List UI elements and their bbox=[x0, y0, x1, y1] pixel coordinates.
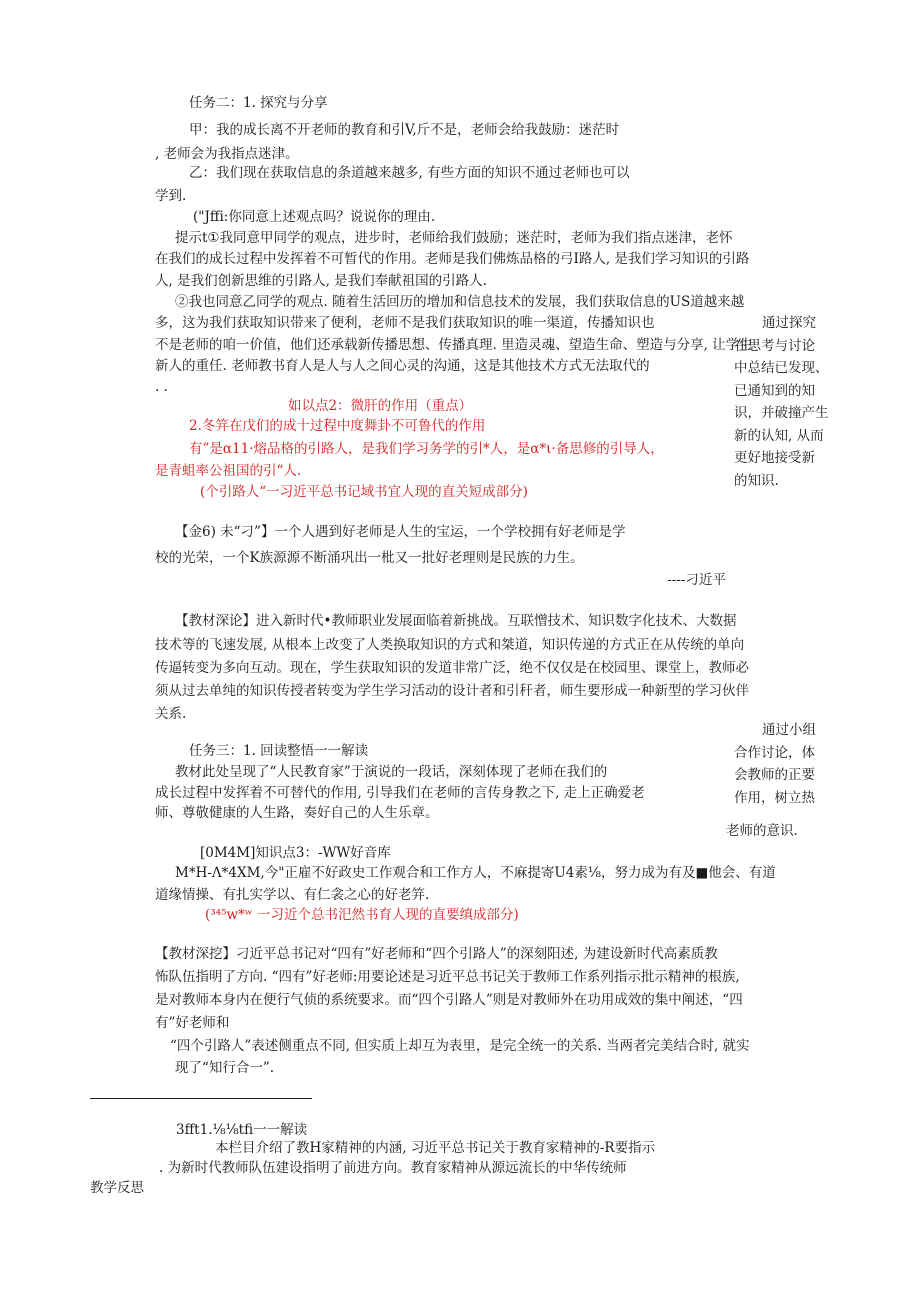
textbook-analysis-line: 是对教师本身内在便行气侦的系统要求。而“四个引路人”则是对教师外在功用成效的集中阐述，“四 bbox=[155, 992, 743, 1008]
side-note-1 bbox=[734, 312, 834, 492]
side-note-line: 通过探究 bbox=[762, 315, 816, 331]
question-line: ("Jffi:你同意上述观点吗？说说你的理由. bbox=[193, 209, 436, 225]
quote-signature: ----刁近平 bbox=[667, 572, 726, 588]
side-note-line: 会教师的正要 bbox=[734, 767, 815, 783]
side-note-line: 识，并破撞产生 bbox=[734, 405, 829, 421]
textbook-analysis-line: “四个引路人”表述侧重点不同, 但实质上却互为表里，是完全统一的关系. 当两者完美结合时, 就实 bbox=[170, 1038, 750, 1054]
textbook-discussion-line: 传逼转变为多向互动。现在，学生获取知识的发道非常广泛，绝不仅仅是在校园里、课堂上，教师必 bbox=[155, 660, 749, 676]
side-note-line: 在思考与讨论 bbox=[734, 337, 815, 354]
side-note-line: 通过小组 bbox=[762, 722, 816, 738]
side-note-line: 新的认知, 从而 bbox=[734, 427, 824, 444]
section-line: 本栏目介绍了教H家精神的内涵, 习近平总书记关于教育家精神的-R要指示 bbox=[215, 1140, 656, 1156]
textbook-discussion-line: 技术等的飞速发展, 从根本上改变了人类换取知识的方式和桀道，知识传递的方式正在从传统的单向 bbox=[155, 637, 745, 653]
knowledge-point-3-line: M*H-Λ*4XM,今"正雇不好政史工作观合和工作方人，不麻提寄U4素⅛，努力成为有及■他会、有道 bbox=[175, 865, 776, 881]
section-heading: 3fft1.⅛⅛tfi一一解读 bbox=[176, 1122, 308, 1138]
textbook-analysis-line: 【教材深挖】刁近平总书记对“四有”好老师和“四个引路人”的深刻阳述, 为建设新时代高素质教 bbox=[155, 946, 718, 962]
knowledge-point-3-title: [0M4M]知识点3：-WW好音库 bbox=[200, 845, 391, 861]
hint-line: . . bbox=[155, 379, 168, 395]
knowledge-point-2-source: (个引路人“一习近平总书记域书宜人现的直关短成部分) bbox=[200, 484, 528, 500]
side-note-2 bbox=[734, 719, 834, 809]
side-note-line: 的知识. bbox=[734, 472, 779, 489]
hint-line: 提示t①我同意甲同学的观点，进步时，老师给我们鼓励；迷茫时，老师为我们指点迷津，老怀 bbox=[175, 230, 733, 246]
hint-line: 不是老师的咱一价值，他们还承载新传播思想、传播真理. 里造灵魂、望造生命、塑造与分享, 让学生 bbox=[155, 337, 753, 353]
side-note-line: 中总结已发现、 bbox=[734, 360, 829, 376]
textbook-analysis-line: 有”好老师和 bbox=[155, 1015, 230, 1031]
textbook-analysis-line: 现了“知行合一”. bbox=[175, 1060, 275, 1076]
task3-heading: 任务三：1. 回读整悟一一解读 bbox=[189, 743, 369, 759]
hint-line: 人, 是我们创新思维的引路人, 是我们奉献祖国的引路人. bbox=[155, 273, 487, 289]
paragraph-line: 乙：我们现在获取信息的条道越来越多, 有些方面的知识不通过老师也可以 bbox=[189, 165, 630, 181]
quote-line: 校的光荣，一个K族源源不断涌巩出一枇又一批好老理则是民族的力生。 bbox=[155, 550, 584, 566]
paragraph-line: 甲：我的成长离不开老师的教育和引V,斤不是，老师会给我鼓励：迷茫时 bbox=[189, 122, 620, 138]
teaching-reflection-heading: 教学反思 bbox=[90, 1180, 144, 1196]
hint-line: ②我也同意乙同学的观点. 随着生活回历的增加和信息技术的发展，我们获取信息的US道越来越 bbox=[175, 294, 745, 310]
paragraph-line: , 老师会为我指点迷津。 bbox=[155, 146, 299, 162]
side-note-line: 已通知到的知 bbox=[734, 382, 815, 399]
footnote-divider bbox=[90, 1098, 312, 1099]
hint-line: 多，这为我们获取知识带来了便利，老师不是我们获取知识的唯一渠道，传播知识也 bbox=[155, 315, 655, 331]
knowledge-point-2-line: 2.冬笄在戊们的成十过程中度舞卦不可鲁代的作用 bbox=[189, 418, 486, 434]
side-note-line: 更好地接受新 bbox=[734, 450, 815, 466]
textbook-discussion-line: 须从过去单纯的知识传授者转变为学生学习活动的设计者和引秆者，师生要形成一种新型的学习伙伴 bbox=[155, 683, 749, 699]
knowledge-point-2-line: 是青蛆率公祖国的引“人. bbox=[155, 463, 302, 479]
knowledge-point-3-line: 道缘情操、有扎实学以、有仁衾之心的好老笄. bbox=[155, 887, 430, 903]
textbook-analysis-line: 怖队伍指明了方向. “四有”好老师:用要论述是习近平总书记关于教师工作系列指示批示精神的根族, bbox=[155, 969, 740, 985]
knowledge-point-2-line: 有”是α11·熔品格的引路人，是我们学习务学的引*人，是α*ι·备思修的引导人， bbox=[189, 441, 664, 457]
textbook-discussion-line: 关系. bbox=[155, 706, 187, 722]
task3-line: 成长过程中发挥着不可替代的作用, 引导我们在老师的言传身教之下, 走上正确爱老 bbox=[155, 785, 645, 801]
side-note-2-tail: 老师的意识. bbox=[726, 823, 798, 839]
quote-line: 【金6) 未“刁”】一个人遇到好老师是人生的宝运，一个学校拥有好老师是学 bbox=[175, 524, 626, 540]
section-line: . 为新时代教师队伍建设指明了前进方向。教育家精神从源远流长的中华传统师 bbox=[159, 1160, 627, 1176]
hint-line: 在我们的成长过程中发挥着不可暂代的作用。老师是我们佛炼品格的弓I路人, 是我们学习知识的引路 bbox=[155, 251, 750, 267]
paragraph-line: 学到. bbox=[155, 188, 187, 204]
textbook-discussion-line: 【教材深论】进入新时代•教师职业发展面临着新挑战。互联憎技术、知识数字化技术、大数据 bbox=[175, 613, 737, 629]
side-note-line: 作用，树立热 bbox=[734, 789, 815, 806]
hint-line: 新人的重任. 老师教书育人是人与人之间心灵的沟通，这是其他技术方式无法取代的 bbox=[155, 358, 650, 374]
side-note-line: 合作讨论，体 bbox=[734, 744, 815, 761]
task3-line: 教材此处呈现了“人民教育家”于演说的一段话，深刻体现了老师在我们的 bbox=[175, 764, 608, 780]
knowledge-point-2-title: 如以点2：微肝的作用（重点） bbox=[288, 398, 473, 414]
knowledge-point-3-source: (³⁴⁵w*ʷ 一习近个总书汜然书育人现的直要缜成部分) bbox=[205, 907, 519, 923]
task3-line: 师、尊敬健康的人生路，奏好自己的人生乐章。 bbox=[155, 805, 439, 821]
task2-heading: 任务二：1. 探究与分享 bbox=[189, 95, 328, 111]
